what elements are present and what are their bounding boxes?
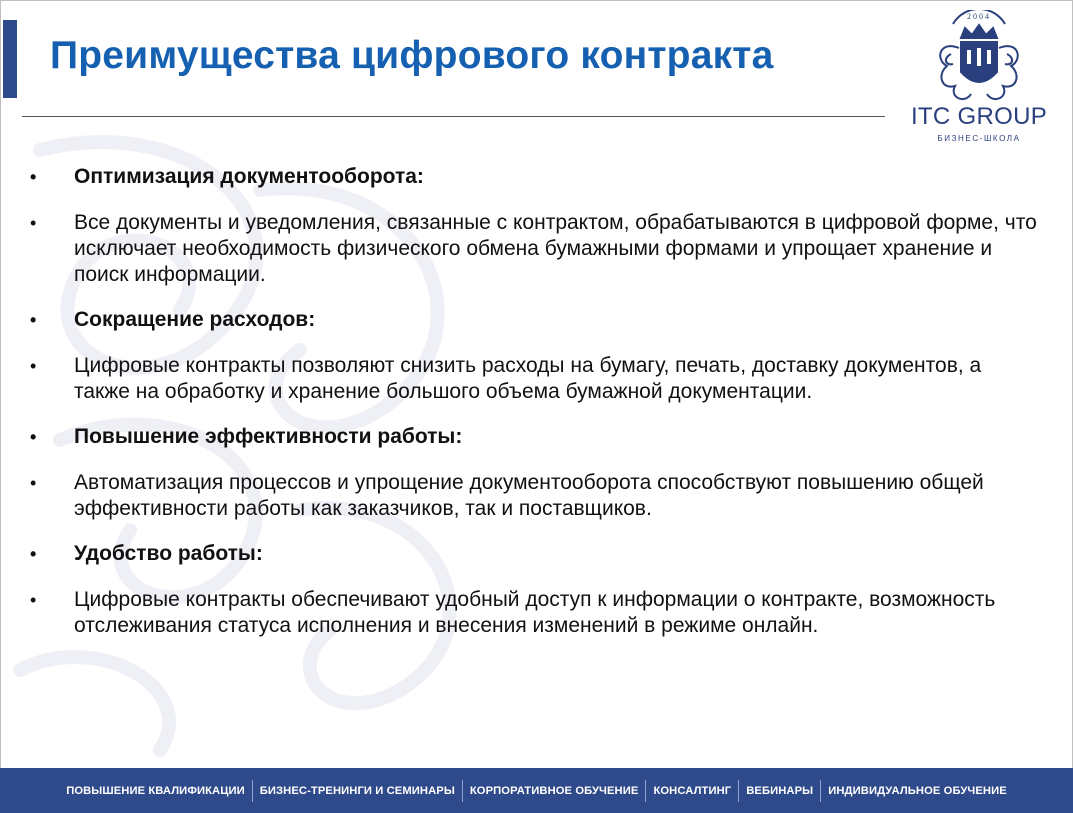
bullet-text: Сокращение расходов: <box>74 308 316 331</box>
title-accent-bar <box>3 20 17 98</box>
bullet-icon: • <box>30 427 37 447</box>
bullet-icon: • <box>30 310 37 330</box>
bullet-text: Цифровые контракты позволяют снизить расходы на бумагу, печать, доставку документов, а также на обработку и хранение большого объема бумажной документации. <box>74 354 982 403</box>
bullet-icon: • <box>30 213 37 233</box>
bullet-description <box>30 353 1040 405</box>
bullet-heading <box>30 164 1040 190</box>
footer-item-webinars: ВЕБИНАРЫ <box>746 784 814 797</box>
bullet-text: Оптимизация документооборота: <box>74 165 424 188</box>
footer-item-trainings: БИЗНЕС-ТРЕНИНГИ И СЕМИНАРЫ <box>259 784 455 797</box>
bullet-heading <box>30 541 1040 567</box>
footer-item-consulting: КОНСАЛТИНГ <box>653 784 732 797</box>
bullet-heading <box>30 307 1040 333</box>
footer-item-individual: ИНДИВИДУАЛЬНОЕ ОБУЧЕНИЕ <box>828 784 1007 797</box>
bullet-description <box>30 470 1040 522</box>
crest-icon <box>925 10 1033 110</box>
bullet-description <box>30 210 1040 288</box>
bullet-text: Повышение эффективности работы: <box>74 425 463 448</box>
bullet-icon: • <box>30 544 37 564</box>
slide-title: Преимущества цифрового контракта <box>50 34 774 77</box>
footer-item-corporate: КОРПОРАТИВНОЕ ОБУЧЕНИЕ <box>469 784 639 797</box>
bullet-text: Все документы и уведомления, связанные с контрактом, обрабатываются в цифровой форме, что исключает необходимость физического обмена бумажными формами и упрощает хранение и поиск информации. <box>74 211 1037 286</box>
services-footer <box>0 768 1073 813</box>
bullet-description <box>30 587 1040 639</box>
bullet-list <box>30 164 1040 639</box>
logo-brand-name: ITC GROUP <box>910 103 1048 130</box>
bullet-text: Автоматизация процессов и упрощение документооборота способствуют повышению общей эффективности работы как заказчиков, так и поставщиков. <box>74 471 984 520</box>
footer-item-qualification: ПОВЫШЕНИЕ КВАЛИФИКАЦИИ <box>66 784 245 797</box>
bullet-icon: • <box>30 167 37 187</box>
bullet-icon: • <box>30 356 37 376</box>
logo-subtitle: БИЗНЕС-ШКОЛА <box>937 134 1021 143</box>
bullet-heading <box>30 424 1040 450</box>
bullet-icon: • <box>30 473 37 493</box>
bullet-icon: • <box>30 590 37 610</box>
logo-year: 2004 <box>967 12 991 21</box>
bullet-text: Цифровые контракты обеспечивают удобный доступ к информации о контракте, возможность отслеживания статуса исполнения и внесения изменений в режиме онлайн. <box>74 588 996 637</box>
bullet-text: Удобство работы: <box>74 542 263 565</box>
company-logo <box>898 10 1060 150</box>
title-divider <box>22 116 885 117</box>
